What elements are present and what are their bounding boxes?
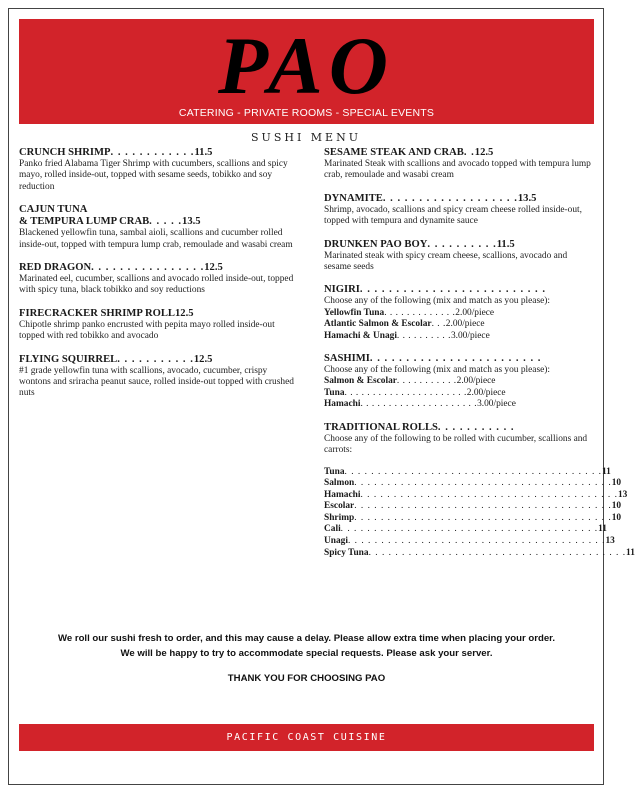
menu-item <box>324 239 594 274</box>
list-item <box>324 489 628 502</box>
roll-price: 11 <box>601 466 611 477</box>
leader-dots: . . . . . . . . . . . <box>396 376 457 387</box>
section-description: Choose any of the following (mix and match as you please): <box>324 296 550 307</box>
leader-dots: . . . . . . . . . . . . . . . . . . . <box>382 192 518 204</box>
item-name: DRUNKEN PAO BOY <box>324 238 428 250</box>
item-price: 12.5 <box>204 262 223 274</box>
leader-dots: . . . . . . . . . . . . . . . . . . . . . . . . . . <box>359 284 546 296</box>
leader-dots: . . . . . . . . . . . . . . . . . . . . . . . . <box>369 353 542 365</box>
left-column <box>19 147 294 411</box>
price-row-price: 3.00/piece <box>477 399 516 410</box>
price-row <box>324 319 594 330</box>
item-heading <box>19 204 294 216</box>
order-notice <box>19 632 594 661</box>
leader-dots: . . . . . . . . . . . . . . . . . . . . . . . . . . . . . . . . . . . . . . . <box>354 501 612 512</box>
roll-price: 10 <box>611 501 622 512</box>
menu-item <box>19 354 294 400</box>
price-row-name: Atlantic Salmon & Escolar <box>324 319 432 330</box>
roll-price: 11 <box>598 524 607 535</box>
leader-dots: . . . . . . . . . . . <box>117 353 194 365</box>
section-name: TRADITIONAL ROLLS <box>324 421 438 433</box>
leader-dots: . . . . . . . . . . <box>427 238 497 250</box>
thank-you-text: THANK YOU FOR CHOOSING PAO <box>227 673 386 684</box>
leader-dots: . . . . . . . . . . . . . . . . . . . . . <box>360 399 478 410</box>
leader-dots: . . . . . . . . . . . . . . . . . . . . . . . . . . . . . . . . . . . . . . . <box>340 524 599 535</box>
notice-line-1: We roll our sushi fresh to order, and this may cause a delay. Please allow extra time when placing your order. <box>57 633 556 644</box>
item-name: RED DRAGON <box>19 262 92 274</box>
price-row-price: 2.00/piece <box>456 376 496 387</box>
price-row <box>324 376 594 387</box>
price-row-price: 2.00/piece <box>466 387 506 398</box>
price-row <box>324 388 594 399</box>
item-heading <box>19 147 294 159</box>
leader-dots: . . . . . . . . . . . . . . . . . . . . . . . . . . . . . . . . . . . . . . . <box>360 489 618 500</box>
item-price: 13.5 <box>182 216 201 228</box>
item-price: 11.5 <box>194 147 213 158</box>
leader-dots: . . . . . . . . . . . . . . . . . . . . . . . . . . . . . . . . . . . . . . . <box>368 547 627 558</box>
item-price: 12.5 <box>193 353 213 365</box>
leader-dots: . . <box>463 147 475 158</box>
item-heading-sub <box>19 216 294 228</box>
item-heading <box>324 239 594 251</box>
item-description: Shrimp, avocado, scallions and spicy cream cheese rolled inside-out, topped with tempura and dynamite sauce <box>324 204 582 227</box>
item-heading <box>324 193 594 205</box>
footer-banner: PACIFIC COAST CUISINE <box>19 724 594 751</box>
list-item <box>324 547 635 560</box>
roll-price: 13 <box>617 489 628 500</box>
section-description: Choose any of the following (mix and match as you please): <box>324 365 550 376</box>
nigiri-section <box>324 284 594 342</box>
price-row-name: Salmon & Escolar <box>324 376 397 387</box>
menu-item <box>324 193 594 228</box>
leader-dots: . . . . . . . . . . . . . . . . . . . . . . . . . . . . . . . . . . . . . . . <box>354 512 612 523</box>
section-name: SASHIMI <box>324 353 370 365</box>
item-name: SESAME STEAK AND CRAB <box>324 147 464 158</box>
list-item <box>324 501 622 513</box>
tagline: CATERING - PRIVATE ROOMS - SPECIAL EVENTS <box>178 107 435 119</box>
item-subname: & TEMPURA LUMP CRAB <box>19 216 150 228</box>
menu-item <box>19 147 294 193</box>
item-name: FIRECRACKER SHRIMP ROLL <box>19 307 175 319</box>
price-row <box>324 331 594 342</box>
roll-price: 10 <box>611 478 622 489</box>
traditional-rolls-section <box>324 421 635 560</box>
roll-name: Shrimp <box>324 512 355 523</box>
right-column <box>324 147 635 570</box>
leader-dots: . . . . . <box>149 216 183 228</box>
menu-item <box>19 204 294 251</box>
roll-price: 11 <box>626 547 635 558</box>
price-row-name: Hamachi <box>324 399 361 410</box>
price-row-name: Hamachi & Unagi <box>324 330 397 341</box>
leader-dots: . . . . . . . . . . . . . . . . . . . . . . . . . . . . . . . . . . . . . . . <box>347 536 606 547</box>
nigiri-section-heading <box>324 284 594 296</box>
roll-name: Escolar <box>324 501 355 512</box>
roll-list <box>324 466 635 560</box>
pao-logo <box>19 20 594 111</box>
price-row-price: 2.00/piece <box>445 319 485 330</box>
roll-name: Unagi <box>324 536 348 547</box>
list-item <box>324 466 611 479</box>
roll-price: 13 <box>605 536 615 547</box>
item-price: 13.5 <box>517 192 537 204</box>
item-name: FLYING SQUIRREL <box>19 353 118 365</box>
price-row-name: Tuna <box>324 387 345 398</box>
item-name: DYNAMITE <box>324 192 383 204</box>
roll-price: 10 <box>611 512 622 523</box>
price-row-price: 3.00/piece <box>450 330 490 341</box>
roll-name: Tuna <box>324 466 345 477</box>
roll-name: Spicy Tuna <box>324 547 369 558</box>
section-name: NIGIRI <box>324 284 360 296</box>
leader-dots: . . . . . . . . . . . . . . . . <box>91 262 205 274</box>
item-heading <box>324 147 594 159</box>
menu-item <box>19 308 294 343</box>
list-item <box>324 536 615 548</box>
item-description: Marinated eel, cucumber, scallions and avocado rolled inside-out, topped with spicy tuna, black tobikko and soy reductions <box>19 274 294 296</box>
menu-item <box>19 262 294 297</box>
item-description: Blackened yellowfin tuna, sambal aioli, scallions and cucumber rolled inside-out, topped with tempura lump crab, remoulade and wasabi cream <box>19 228 293 250</box>
list-item <box>324 524 607 536</box>
item-description: Chipotle shrimp panko encrusted with pepita mayo rolled inside-out topped with red tobikko and avocado <box>19 319 275 342</box>
section-title: SUSHI MENU <box>251 131 361 144</box>
roll-name: Salmon <box>324 478 355 489</box>
logo-text: PAO <box>218 20 394 111</box>
leader-dots: . . . . . . . . . . . . . . . . . . . . . . . . . . . . . . . . . . . . . . . <box>354 478 612 489</box>
leader-dots: . . . . . . . . . . . . . . . . . . . . . . . . . . . . . . . . . . . . . . . <box>344 466 602 477</box>
item-name: CAJUN TUNA <box>19 204 88 216</box>
price-row-price: 2.00/piece <box>455 307 495 318</box>
item-heading <box>19 354 294 366</box>
leader-dots: . . . . . . . . . . . <box>437 421 515 433</box>
item-price: 12.5 <box>174 307 194 319</box>
item-price: 12.5 <box>474 147 494 158</box>
item-name: CRUNCH SHRIMP <box>19 147 111 158</box>
leader-dots: . . . . . . . . . . . . . <box>384 307 456 318</box>
sashimi-section-heading <box>324 353 594 365</box>
price-row <box>324 308 594 319</box>
item-heading <box>19 308 294 320</box>
leader-dots: . . . . . . . . . . . . <box>110 147 195 158</box>
leader-dots: . . . . . . . . . . . . . . . . . . . . . . <box>344 387 467 398</box>
section-description: Choose any of the following to be rolled with cucumber, scallions and carrots: <box>324 433 588 456</box>
item-heading <box>19 262 294 274</box>
list-item <box>324 478 622 490</box>
item-description: Marinated Steak with scallions and avocado topped with tempura lump crab, remoulade and wasabi cream <box>324 159 591 181</box>
header-banner <box>19 19 594 124</box>
roll-name: Hamachi <box>324 489 361 500</box>
price-row-name: Yellowfin Tuna <box>324 307 385 318</box>
item-description: #1 grade yellowfin tuna with scallions, avocado, cucumber, crispy wontons and sriracha peanut sauce, rolled inside-out topped with crushed nuts <box>19 365 294 399</box>
notice-line-2: We will be happy to try to accommodate special requests. Please ask your server. <box>120 647 493 659</box>
roll-name: Cali <box>324 524 341 535</box>
item-description: Panko fried Alabama Tiger Shrimp with cucumbers, scallions and spicy mayo, rolled inside-out, topped with sesame seeds, tobikko and soy reduction <box>19 159 288 192</box>
price-row <box>324 399 594 410</box>
item-price: 11.5 <box>496 238 515 250</box>
sashimi-section <box>324 353 594 411</box>
leader-dots: . . . . . . . . . . <box>396 330 451 341</box>
item-description: Marinated steak with spicy cream cheese, scallions, avocado and sesame seeds <box>324 250 568 273</box>
menu-item <box>324 147 594 182</box>
list-item <box>324 512 622 525</box>
traditional-heading <box>324 422 594 434</box>
leader-dots: . . . <box>431 319 446 330</box>
